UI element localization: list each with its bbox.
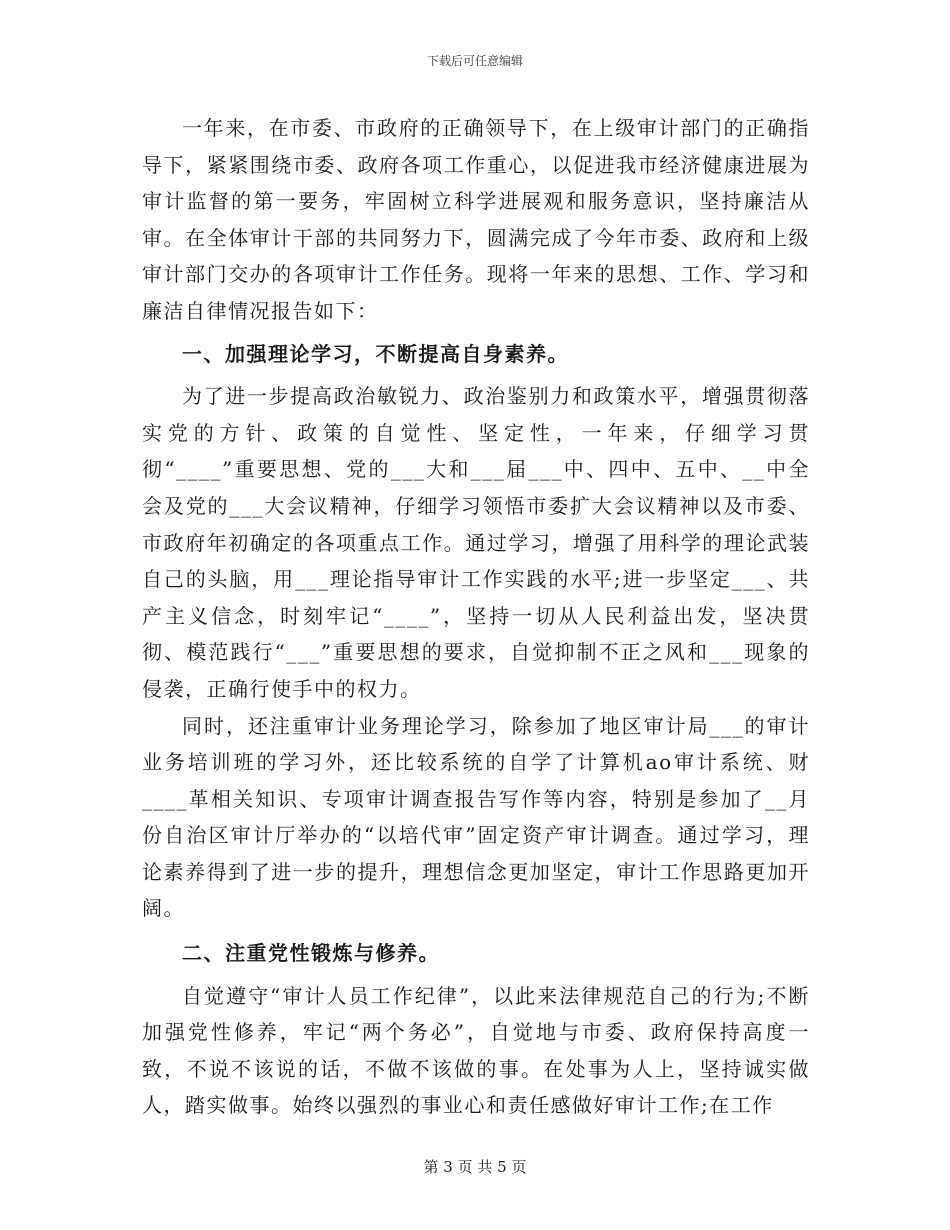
body-paragraph: 为了进一步提高政治敏锐力、政治鉴别力和政策水平，增强贯彻落实党的方针、政策的自觉性、坚定性，一年来，仔细学习贯彻“____”重要思想、党的___大和___届___中、四中、五中、__中全会及党的___大会议精神，仔细学习领悟市委扩大会议精神以及市委、市政府年初确定的各项重点工作。通过学习，增强了用科学的理论武装自己的头脑，用___理论指导审计工作实践的水平;进一步坚定___、共产主义信念，时刻牢记“____”，坚持一切从人民利益出发，坚决贯彻、模范践行“___”重要思想的要求，自觉抑制不正之风和___现象的侵袭，正确行使手中的权力。 — [142, 384, 810, 701]
body-paragraph: 自觉遵守“审计人员工作纪律”，以此来法律规范自己的行为;不断加强党性修养，牢记“两个务必”，自觉地与市委、政府保持高度一致，不说不该说的话，不做不该做的事。在处事为人上，坚持诚实做人，踏实做事。始终以强烈的事业心和责任感做好审计工作;在工作 — [142, 983, 810, 1118]
page-footer: 第 3 页 共 5 页 — [423, 1158, 527, 1176]
document-body — [142, 110, 810, 1124]
intro-paragraph: 一年来，在市委、市政府的正确领导下，在上级审计部门的正确指导下，紧紧围绕市委、政府各项工作重心，以促进我市经济健康进展为审计监督的第一要务，牢固树立科学进展观和服务意识，坚持廉洁从审。在全体审计干部的共同努力下，圆满完成了今年市委、政府和上级审计部门交办的各项审计工作任务。现将一年来的思想、工作、学习和廉洁自律情况报告如下： — [142, 116, 810, 323]
section-heading-1: 一、加强理论学习，不断提高自身素养。 — [182, 341, 569, 366]
body-paragraph: 同时，还注重审计业务理论学习，除参加了地区审计局___的审计业务培训班的学习外，还比较系统的自学了计算机ao审计系统、财____革相关知识、专项审计调查报告写作等内容，特别是参加了__月份自治区审计厅举办的“以培代审”固定资产审计调查。通过学习，理论素养得到了进一步的提升，理想信念更加坚定，审计工作思路更加开阔。 — [142, 713, 810, 921]
page-header: 下载后可任意编辑 — [426, 54, 523, 68]
section-heading-2: 二、注重党性锻炼与修养。 — [182, 941, 440, 966]
